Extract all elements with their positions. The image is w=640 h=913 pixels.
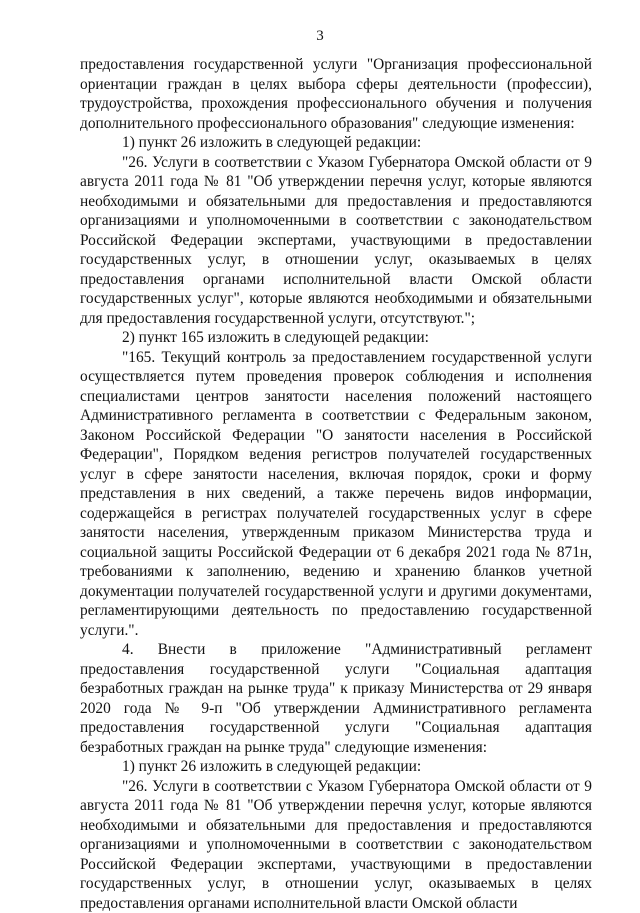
paragraph: "165. Текущий контроль за предоставлением государственной услуги осуществляется путем проведения проверок соблюдения и исполнения специалистами центров занятости населения положений настоящего Административного регламента в соответствии с Федеральным законом, Законом Российской Федерации "О занятости населения в Российской Федерации", Порядком ведения регистров получателей государственных услуг в сфере занятости населения, включая порядок, сроки и форму представления в них сведений, а также перечень видов информации, содержащейся в регистрах получателей государственных услуг в сфере занятости населения, утвержденным приказом Министерства труда и социальной защиты Российской Федерации от 6 декабря 2021 года № 871н, требованиями к заполнению, ведению и хранению бланков учетной документации получателей государственной услуги и другими документами, регламентирующими деятельность по предоставлению государственной услуги.". bbox=[80, 348, 592, 641]
paragraph: "26. Услуги в соответствии с Указом Губернатора Омской области от 9 августа 2011 года № 81 "Об утверждении перечня услуг, которые являются необходимыми и обязательными для предоставления и предоставляются организациями и уполномоченными в соответствии с законодательством Российской Федерации экспертами, участвующими в предоставлении государственных услуг, в отношении услуг, оказываемых в целях предоставления органами исполнительной власти Омской области bbox=[80, 777, 592, 913]
paragraph: 1) пункт 26 изложить в следующей редакции: bbox=[80, 133, 592, 153]
paragraph: "26. Услуги в соответствии с Указом Губернатора Омской области от 9 августа 2011 года № 81 "Об утверждении перечня услуг, которые являются необходимыми и обязательными для предоставления и предоставляются организациями и уполномоченными в соответствии с законодательством Российской Федерации экспертами, участвующими в предоставлении государственных услуг, в отношении услуг, оказываемых в целях предоставления органами исполнительной власти Омской области государственных услуг", которые являются необходимыми и обязательными для предоставления государственной услуги, отсутствуют."; bbox=[80, 153, 592, 329]
paragraph: 2) пункт 165 изложить в следующей редакции: bbox=[80, 328, 592, 348]
paragraph: 1) пункт 26 изложить в следующей редакции: bbox=[80, 757, 592, 777]
document-body bbox=[80, 55, 592, 913]
paragraph: предоставления государственной услуги "Организация профессиональной ориентации граждан в целях выбора сферы деятельности (профессии), трудоустройства, прохождения профессионального обучения и получения дополнительного профессионального образования" следующие изменения: bbox=[80, 55, 592, 133]
page-number: 3 bbox=[0, 28, 640, 45]
paragraph: 4. Внести в приложение "Административный регламент предоставления государственной услуги "Социальная адаптация безработных граждан на рынке труда" к приказу Министерства от 29 января 2020 года № 9-п "Об утверждении Административного регламента предоставления государственной услуги "Социальная адаптация безработных граждан на рынке труда" следующие изменения: bbox=[80, 640, 592, 757]
